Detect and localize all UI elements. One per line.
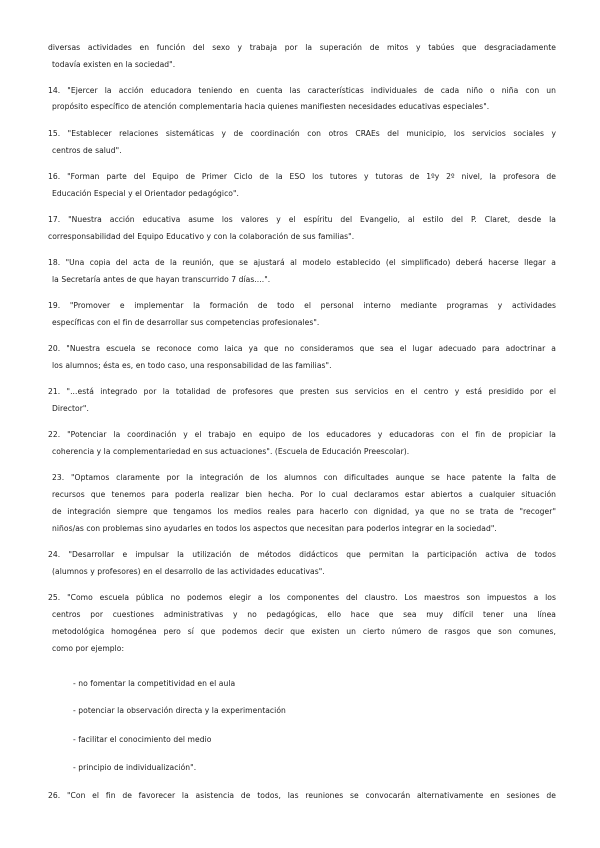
item-20-line-2: los alumnos; ésta es, en todo caso, una responsabilidad de las familias". [52, 361, 332, 370]
item-18-line-1: 18. "Una copia del acta de la reunión, que se ajustará al modelo establecido (el simplificado) deberá hacerse llegar a [48, 258, 556, 267]
text-line: todavía existen en la sociedad". [52, 60, 176, 69]
item-25-line-4: como por ejemplo: [52, 644, 125, 653]
item-22-line-2: coherencia y la complementariedad en sus actuaciones". (Escuela de Educación Preescolar). [52, 447, 410, 456]
item-21-line-2: Director". [52, 404, 89, 413]
item-17-line-1: 17. "Nuestra acción educativa asume los valores y el espíritu del Evangelio, al estilo del P. Claret, desde la [48, 215, 556, 224]
item-14-line-2: propósito específico de atención complementaria hacia quienes manifiesten necesidades educativas especiales". [52, 102, 490, 111]
item-22-line-1: 22. "Potenciar la coordinación y el trabajo en equipo de los educadores y educadoras con el fin de propiciar la [48, 430, 556, 439]
item-15-line-1: 15. "Establecer relaciones sistemáticas y de coordinación con otros CRAEs del municipio, los servicios sociales y [48, 129, 556, 138]
item-19-line-2: específicas con el fin de desarrollar sus competencias profesionales". [52, 318, 320, 327]
item-23-line-3: de integración siempre que tengamos los medios reales para hacerlo con dignidad, ya que no se trata de "recoger" [52, 507, 556, 516]
item-23-line-1: 23. "Optamos claramente por la integración de los alumnos con dificultades aunque se hace patente la falta de [52, 473, 556, 482]
item-14-line-1: 14. "Ejercer la acción educadora teniendo en cuenta las características individuales de cada niño o niña con un [48, 86, 556, 95]
list-item: - no fomentar la competitividad en el aula [73, 679, 236, 688]
item-25-line-3: metodológica homogénea pero sí que podemos decir que existen un cierto número de rasgos que son comunes, [52, 627, 556, 636]
list-item: - facilitar el conocimiento del medio [73, 735, 212, 744]
item-26-line-1: 26. "Con el fin de favorecer la asistencia de todos, las reuniones se convocarán alternativamente en sesiones de [48, 791, 556, 800]
item-16-line-1: 16. "Forman parte del Equipo de Primer Ciclo de la ESO los tutores y tutoras de 1ºy 2º nivel, la profesora de [48, 172, 556, 181]
item-24-line-1: 24. "Desarrollar e impulsar la utilización de métodos didácticos que permitan la participación activa de todos [48, 550, 556, 559]
item-25-line-1: 25. "Como escuela pública no podemos elegir a los componentes del claustro. Los maestros son impuestos a los [48, 593, 556, 602]
list-item: - principio de individualización". [73, 763, 197, 772]
item-25-line-2: centros por cuestiones administrativas y no pedagógicas, ello hace que sea muy difícil tener una línea [52, 610, 556, 619]
list-item: - potenciar la observación directa y la experimentación [73, 706, 286, 715]
item-24-line-2: (alumnos y profesores) en el desarrollo de las actividades educativas". [52, 567, 325, 576]
item-17-line-2: corresponsabilidad del Equipo Educativo y con la colaboración de sus familias". [48, 232, 355, 241]
item-23-line-4: niños/as con problemas sino ayudarles en todos los aspectos que necesitan para poderlos integrar en la sociedad". [52, 524, 497, 533]
item-20-line-1: 20. "Nuestra escuela se reconoce como laica ya que no consideramos que sea el lugar adecuado para adoctrinar a [48, 344, 556, 353]
item-16-line-2: Educación Especial y el Orientador pedagógico". [52, 189, 239, 198]
item-15-line-2: centros de salud". [52, 146, 122, 155]
item-18-line-2: la Secretaría antes de que hayan transcurrido 7 días....". [52, 275, 271, 284]
item-23-line-2: recursos que tenemos para poderla realizar bien hecha. Por lo cual declaramos estar abiertos a cualquier situación [52, 490, 556, 499]
text-line: diversas actividades en función del sexo y trabaja por la superación de mitos y tabúes que desgraciadamente [48, 43, 556, 52]
item-21-line-1: 21. "...está integrado por la totalidad de profesores que presten sus servicios en el centro y está presidido por el [48, 387, 556, 396]
item-19-line-1: 19. "Promover e implementar la formación de todo el personal interno mediante programas y actividades [48, 301, 556, 310]
